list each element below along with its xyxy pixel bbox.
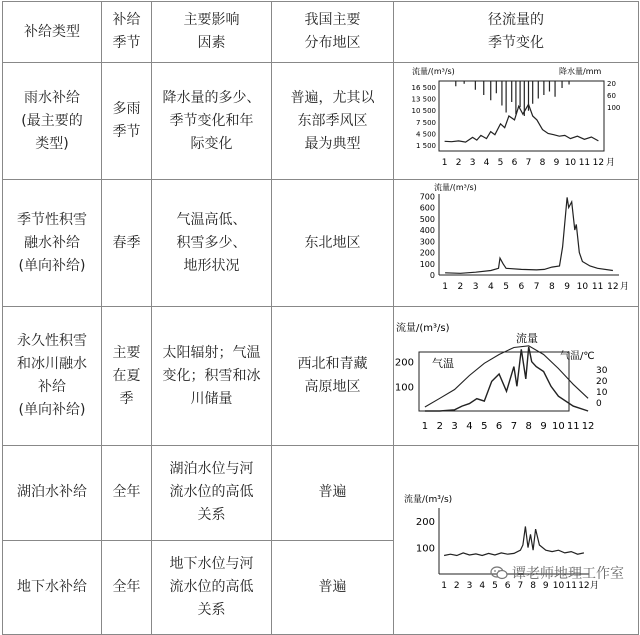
factors-cell: 太阳辐射；气温 变化；积雪和冰 川储量	[152, 307, 272, 446]
y-tick-label: 100	[420, 260, 435, 269]
header-row	[3, 2, 639, 63]
x-tick-label: 7	[511, 421, 517, 432]
header-region: 我国主要 分布地区	[272, 2, 394, 63]
plot-frame	[439, 81, 604, 151]
x-tick-label: 1	[442, 158, 448, 168]
chart-cell-rain	[394, 63, 639, 180]
x-tick-label: 9	[540, 421, 546, 432]
x-tick-label: 12	[578, 581, 589, 591]
series-label-temp: 气温	[432, 356, 454, 370]
header-type: 补给类型	[3, 2, 102, 63]
x-tick-label: 3	[470, 158, 476, 168]
x-tick-label: 7	[517, 581, 523, 591]
x-tick-label: 9	[554, 158, 560, 168]
table-row	[3, 63, 639, 180]
y-tick-label: 4 500	[416, 131, 436, 139]
x-tick-label: 5	[492, 581, 498, 591]
rain-runoff-chart	[394, 63, 639, 171]
y-tick-label: 500	[420, 215, 435, 224]
y2-tick-label: 30	[596, 366, 608, 376]
x-tick-label: 6	[496, 421, 502, 432]
x-tick-label: 5	[481, 421, 487, 432]
x-tick-label: 2	[437, 421, 443, 432]
x-tick-label: 3	[451, 421, 457, 432]
y-axis-label: 流量/(m³/s)	[396, 321, 450, 334]
header-factors: 主要影响 因素	[152, 2, 272, 63]
x-tick-label: 5	[498, 158, 504, 168]
x-tick-label: 4	[484, 158, 490, 168]
y-tick-label: 1 500	[416, 142, 436, 150]
x-tick-label: 2	[456, 158, 462, 168]
factors-cell: 气温高低、 积雪多少、 地形状况	[152, 180, 272, 307]
x-tick-label: 10	[577, 282, 589, 292]
region-cell: 普遍	[272, 446, 394, 541]
y-tick-label: 300	[420, 237, 435, 246]
x-unit-label: 月	[606, 157, 615, 168]
y-tick-label: 700	[420, 192, 435, 201]
x-tick-label: 12	[582, 421, 595, 432]
type-cell: 永久性积雪 和冰川融水 补给 (单向补给)	[3, 307, 102, 446]
x-unit-label: 月	[620, 281, 629, 292]
wechat-icon	[490, 566, 508, 580]
x-tick-label: 6	[519, 282, 525, 292]
y2-tick-label: 0	[596, 399, 602, 409]
x-tick-label: 11	[592, 282, 603, 292]
x-tick-label: 8	[530, 581, 536, 591]
factors-cell: 地下水位与河 流水位的高低 关系	[152, 540, 272, 635]
season-cell: 多雨 季节	[102, 63, 152, 180]
type-cell: 雨水补给 (最主要的 类型)	[3, 63, 102, 180]
season-cell: 全年	[102, 540, 152, 635]
runoff-line	[444, 527, 584, 556]
x-tick-label: 7	[526, 158, 532, 168]
runoff-line	[445, 197, 613, 273]
table-row	[3, 446, 639, 541]
x-tick-label: 1	[442, 282, 448, 292]
x-tick-label: 3	[473, 282, 479, 292]
x-tick-label: 11	[579, 158, 590, 168]
x-tick-label: 8	[526, 421, 532, 432]
type-cell: 湖泊水补给	[3, 446, 102, 541]
series-label-flow: 流量	[516, 331, 538, 345]
region-cell: 东北地区	[272, 180, 394, 307]
x-tick-label: 12	[607, 282, 618, 292]
x-tick-label: 8	[540, 158, 546, 168]
glacier-runoff-chart	[394, 307, 639, 437]
x-tick-label: 9	[564, 282, 570, 292]
runoff-supply-table	[2, 1, 639, 635]
x-unit-label: 月	[590, 580, 599, 591]
groundwater-runoff-chart	[394, 446, 639, 626]
type-cell: 地下水补给	[3, 540, 102, 635]
runoff-line	[445, 104, 599, 142]
y-tick-label: 400	[420, 226, 435, 235]
x-tick-label: 4	[466, 421, 472, 432]
chart-cell-lake-groundwater	[394, 446, 639, 635]
factors-cell: 降水量的多少、 季节变化和年 际变化	[152, 63, 272, 180]
x-tick-label: 2	[454, 581, 460, 591]
x-tick-label: 8	[549, 282, 555, 292]
y-tick-label: 200	[420, 249, 435, 258]
watermark	[490, 563, 624, 583]
y-tick-label: 200	[416, 517, 435, 528]
y2-tick-label: 100	[607, 104, 620, 112]
type-cell: 季节性积雪 融水补给 (单向补给)	[3, 180, 102, 307]
y-tick-label: 100	[416, 544, 435, 555]
season-cell: 主要 在夏 季	[102, 307, 152, 446]
y2-tick-label: 20	[607, 80, 616, 88]
x-tick-label: 5	[503, 282, 509, 292]
factors-cell: 湖泊水位与河 流水位的高低 关系	[152, 446, 272, 541]
x-tick-label: 10	[552, 421, 565, 432]
x-tick-label: 7	[534, 282, 540, 292]
x-tick-label: 1	[422, 421, 428, 432]
y-axis-label: 流量/(m³/s)	[404, 493, 452, 505]
x-tick-label: 6	[505, 581, 511, 591]
season-cell: 春季	[102, 180, 152, 307]
header-season: 补给 季节	[102, 2, 152, 63]
x-tick-label: 2	[457, 282, 463, 292]
snowmelt-runoff-chart	[394, 180, 639, 298]
region-cell: 普遍，尤其以 东部季风区 最为典型	[272, 63, 394, 180]
x-tick-label: 4	[488, 282, 494, 292]
table-row	[3, 180, 639, 307]
x-tick-label: 9	[543, 581, 549, 591]
watermark-text: 谭老师地理工作室	[512, 566, 624, 582]
y-tick-label: 200	[395, 358, 414, 369]
x-tick-label: 10	[553, 581, 565, 591]
x-tick-label: 3	[467, 581, 473, 591]
y-axis-label: 流量/(m³/s)	[412, 66, 455, 76]
y-tick-label: 16 500	[412, 84, 437, 92]
y-tick-label: 13 500	[412, 96, 437, 104]
y-tick-label: 100	[395, 382, 414, 393]
y2-tick-label: 10	[596, 388, 608, 398]
y-tick-label: 7 500	[416, 119, 436, 127]
chart-cell-glacier	[394, 307, 639, 446]
region-cell: 西北和青藏 高原地区	[272, 307, 394, 446]
season-cell: 全年	[102, 446, 152, 541]
x-tick-label: 11	[565, 581, 576, 591]
chart-cell-snowmelt	[394, 180, 639, 307]
x-tick-label: 12	[593, 158, 604, 168]
x-tick-label: 6	[512, 158, 518, 168]
table-row	[3, 307, 639, 446]
y-tick-label: 600	[420, 204, 435, 213]
x-tick-label: 4	[479, 581, 485, 591]
x-tick-label: 11	[567, 421, 580, 432]
x-tick-label: 1	[441, 581, 447, 591]
y2-axis-label: 气温/℃	[560, 350, 595, 362]
y2-axis-label: 降水量/mm	[559, 66, 601, 76]
x-tick-label: 10	[565, 158, 577, 168]
y2-tick-label: 60	[607, 92, 616, 100]
header-variation: 径流量的 季节变化	[394, 2, 639, 63]
y-tick-label: 0	[430, 271, 435, 280]
region-cell: 普遍	[272, 540, 394, 635]
y-tick-label: 10 500	[412, 107, 437, 115]
y2-tick-label: 20	[596, 377, 608, 387]
y-axis-label: 流量/(m³/s)	[434, 182, 477, 192]
